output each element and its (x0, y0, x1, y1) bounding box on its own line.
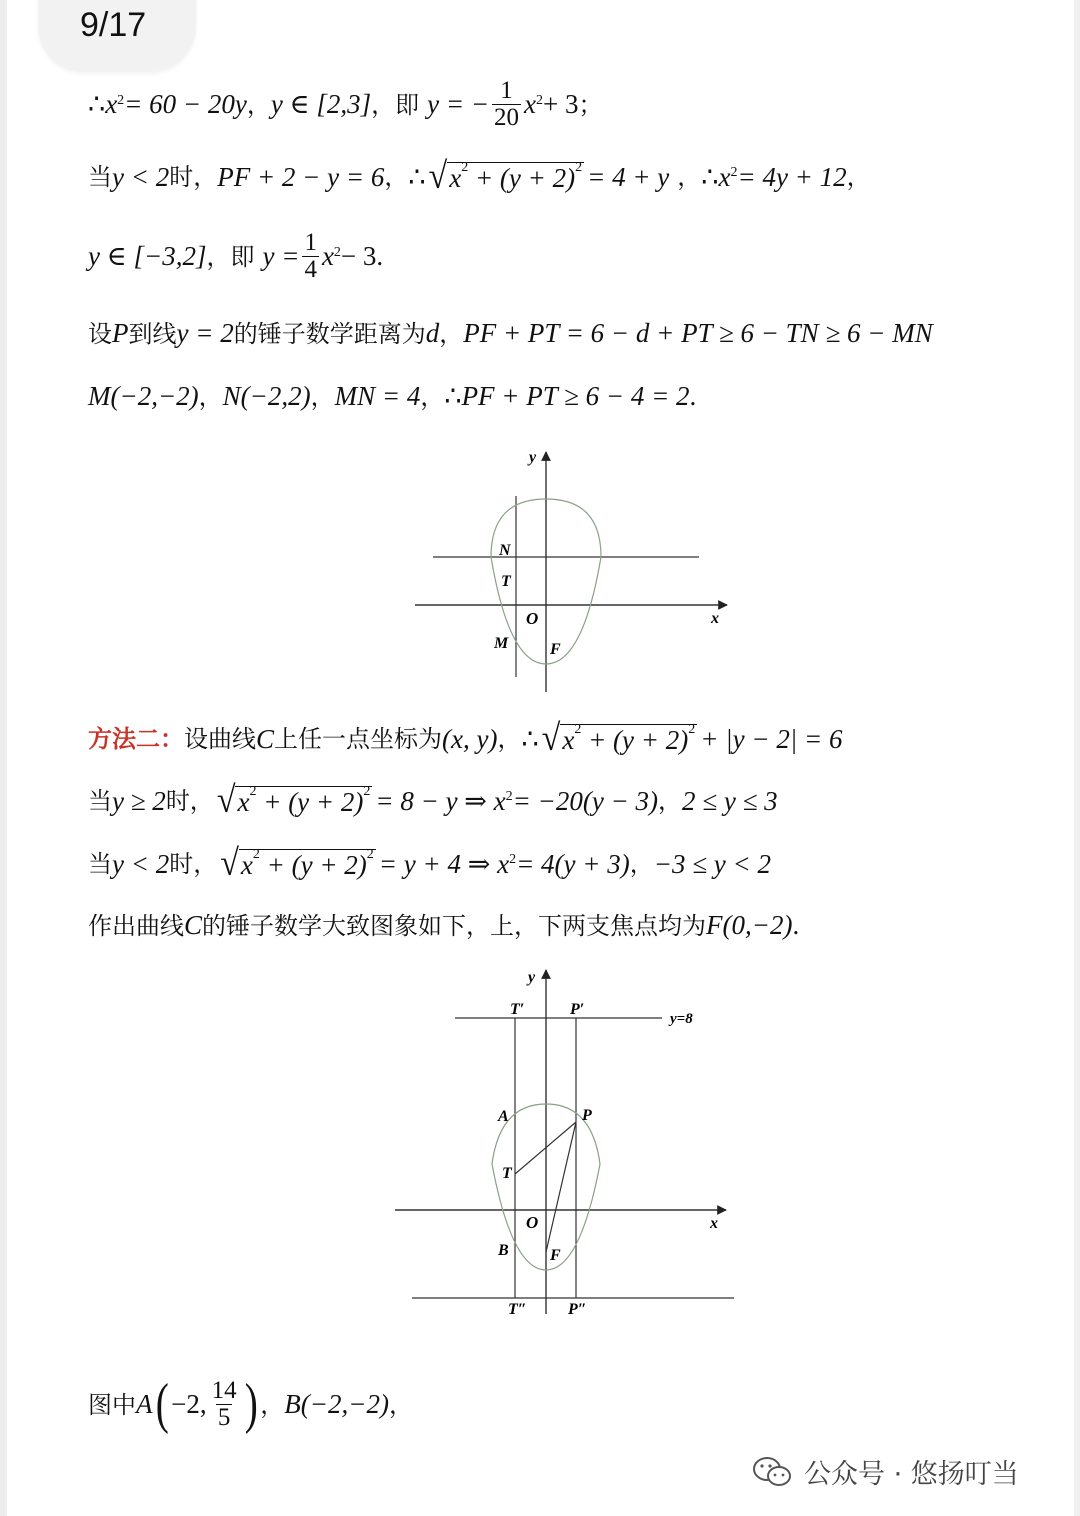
expr: = 4(y + 3) (516, 848, 630, 879)
expr: + (y + 2) (259, 850, 367, 880)
punct: ， (497, 725, 522, 754)
label-y: y (529, 449, 537, 466)
therefore-symbol: ∴ (444, 381, 462, 411)
method-title: 方法二： (88, 725, 184, 754)
math-line-3: y ∈ [−3,2] ，即 y = $\frac{1}{4}$ x $^2$ − 3 . (88, 229, 384, 284)
expr: y = − (427, 89, 490, 120)
punct: ， (198, 382, 223, 411)
label-o: O (526, 1213, 539, 1232)
watermark-text: 公众号 · 悠扬叮当 (804, 1459, 1019, 1490)
expr: x (524, 89, 537, 120)
text: 作出曲线 (88, 911, 184, 940)
expr: y < 2 (112, 848, 170, 879)
label-x: x (711, 610, 719, 627)
math-line-9 (88, 912, 799, 939)
expr: MN = 4 (334, 381, 421, 411)
wechat-icon (752, 1455, 794, 1489)
frac-numerator: 1 (500, 77, 513, 104)
expr: + (y + 2) (468, 163, 576, 193)
page-edge-right (1074, 0, 1080, 1516)
expr: F(0,−2) (706, 910, 793, 940)
watermark (752, 1452, 1019, 1491)
therefore-symbol: ∴ (88, 89, 106, 120)
expr: C (184, 910, 203, 940)
math-line-8: 当 y < 2 时， √ $x^2 + (y + 2)^2$ = y + 4 ⇒ x $^2$ = 4(y + 3) ， −3 ≤ y < 2 (88, 843, 771, 884)
expr: x (718, 161, 731, 192)
text: 当 (88, 163, 112, 192)
figure-1 (405, 444, 735, 700)
expr: PF + PT = 6 − d + PT ≥ 6 − TN ≥ 6 − MN (463, 318, 933, 348)
text: 到线 (128, 319, 177, 348)
figure-2 (390, 962, 740, 1322)
text: 当 (88, 850, 112, 879)
punct: ， (310, 382, 335, 411)
math-line-10: 图中 A ( −2, $\frac{14}{5}$ ) ， B(−2,−2) ， (88, 1373, 413, 1436)
text: 设曲线 (184, 725, 256, 754)
expr: x (321, 241, 334, 272)
punct: ， (246, 90, 271, 119)
expr: + |y − 2| = 6 (700, 723, 843, 754)
expr: + (y + 2) (581, 725, 689, 755)
text: 时， (165, 787, 214, 816)
math-line-4 (88, 320, 933, 347)
expr: x (237, 787, 250, 817)
text: 的锤子数学大致图象如下，上，下两支焦点均为 (202, 911, 707, 940)
expr: + (y + 2) (256, 787, 364, 817)
frac-denominator: 5 (217, 1404, 231, 1432)
label-b: B (498, 1242, 509, 1259)
expr: (x, y) (442, 723, 498, 754)
square-root: √ $x^2 + (y + 2)^2$ (216, 780, 371, 821)
label-t: T (502, 1165, 512, 1182)
punct: ， (439, 319, 464, 348)
expr: x (562, 725, 575, 755)
text: ，即 (206, 242, 255, 271)
math-line-7: 当 y ≥ 2 时， √ $x^2 + (y + 2)^2$ = 8 − y ⇒ x $^2$ = −20(y − 3) ， 2 ≤ y ≤ 3 (88, 780, 778, 821)
label-p-double-prime: P″ (568, 1301, 587, 1318)
expr: = 8 − y ⇒ x (375, 785, 506, 816)
frac-denominator: 4 (304, 256, 317, 284)
expr: y = (262, 241, 300, 272)
punct: . (376, 241, 384, 272)
punct: ， (260, 1390, 285, 1419)
text: 时， (169, 163, 218, 192)
page-indicator-text: 9/17 (80, 6, 147, 44)
expr: − 3 (340, 241, 377, 272)
expr: B(−2,−2) (284, 1389, 389, 1420)
expr: y ∈ [2,3] (270, 89, 372, 120)
fraction (492, 78, 521, 132)
expr: = −20(y − 3) (512, 785, 659, 816)
therefore-symbol: ∴ (408, 161, 426, 192)
text: 的锤子数学距离为 (233, 319, 426, 348)
punct: ， (846, 163, 871, 192)
text: ，即 (371, 90, 420, 119)
label-t: T (501, 573, 511, 590)
label-t-prime: T′ (510, 1001, 525, 1018)
therefore-symbol: ∴ (521, 723, 539, 754)
label-f: F (550, 641, 561, 658)
text: 当 (88, 787, 112, 816)
fraction (210, 1378, 239, 1432)
square-root: √ $x^2 + (y + 2)^2$ (428, 156, 583, 197)
label-y: y (528, 969, 536, 986)
label-f: F (550, 1247, 561, 1264)
square-root: √ $x^2 + (y + 2)^2$ (220, 843, 374, 884)
punct: ， (658, 787, 683, 816)
punct: ， (420, 382, 445, 411)
punct: . (689, 381, 697, 411)
expr: x (240, 850, 253, 880)
label-t-double-prime: T″ (508, 1301, 527, 1318)
therefore-symbol: ∴ (701, 161, 719, 192)
label-p-prime: P′ (570, 1001, 585, 1018)
expr: x (105, 89, 118, 120)
expr: y ≥ 2 (112, 785, 166, 816)
punct: ， (629, 850, 654, 879)
expr: = 4 + y (587, 161, 670, 192)
text: 上任一点坐标为 (274, 725, 443, 754)
math-line-6 (88, 718, 843, 759)
page-indicator (38, 0, 196, 72)
text: 设 (88, 319, 112, 348)
expr: d (425, 318, 440, 348)
expr: −3 ≤ y < 2 (653, 848, 771, 879)
expr: −2, (171, 1389, 207, 1420)
expr: x (449, 163, 462, 193)
label-x: x (710, 1215, 718, 1232)
frac-numerator: 14 (211, 1377, 237, 1404)
text: 图中 (88, 1390, 136, 1419)
label-p: P (582, 1107, 592, 1124)
expr: 2 ≤ y ≤ 3 (682, 785, 778, 816)
punct: ， (388, 1390, 413, 1419)
punct: . (792, 910, 800, 940)
expr: y < 2 (112, 161, 170, 192)
text: 时， (169, 850, 218, 879)
page-edge-left (0, 0, 7, 1516)
expr: M(−2,−2) (88, 381, 199, 411)
math-line-2: 当 y < 2 时， PF + 2 − y = 6 ， ∴ √ $x^2 + (y + 2)^2$ = 4 + y ， ∴ x $^2$ = 4y + 12 ， (88, 156, 871, 197)
label-y-8: y=8 (670, 1011, 693, 1027)
expr: PF + 2 − y = 6 (217, 161, 385, 192)
expr: = y + 4 ⇒ x (378, 848, 510, 879)
punct: ， (384, 163, 409, 192)
expr: = 4y + 12 (737, 161, 847, 192)
label-a: A (498, 1108, 509, 1125)
math-line-5 (88, 383, 696, 410)
frac-denominator: 20 (494, 104, 520, 132)
expr: P (112, 318, 129, 348)
square-root: √ $x^2 + (y + 2)^2$ (541, 718, 696, 759)
expr: = 60 − 20y (124, 89, 247, 120)
label-m: M (494, 635, 509, 652)
expr: + 3 (543, 89, 579, 120)
fraction (302, 230, 319, 284)
frac-numerator: 1 (304, 229, 317, 256)
expr: y ∈ [−3,2] (88, 241, 207, 272)
label-o: O (526, 609, 539, 628)
math-line-1: ∴ x $^2$ = 60 − 20y ， y ∈ [2,3] ，即 y = − $\frac{1}{20}$ x $^2$ + 3 ； (88, 77, 603, 132)
punct: ； (578, 90, 603, 119)
expr: y = 2 (176, 318, 234, 348)
expr: A (136, 1389, 153, 1420)
expr: N(−2,2) (222, 381, 311, 411)
segment-pf (546, 1122, 576, 1252)
expr: C (256, 723, 275, 754)
expr: PF + PT ≥ 6 − 4 = 2 (461, 381, 690, 411)
label-n: N (499, 542, 511, 559)
